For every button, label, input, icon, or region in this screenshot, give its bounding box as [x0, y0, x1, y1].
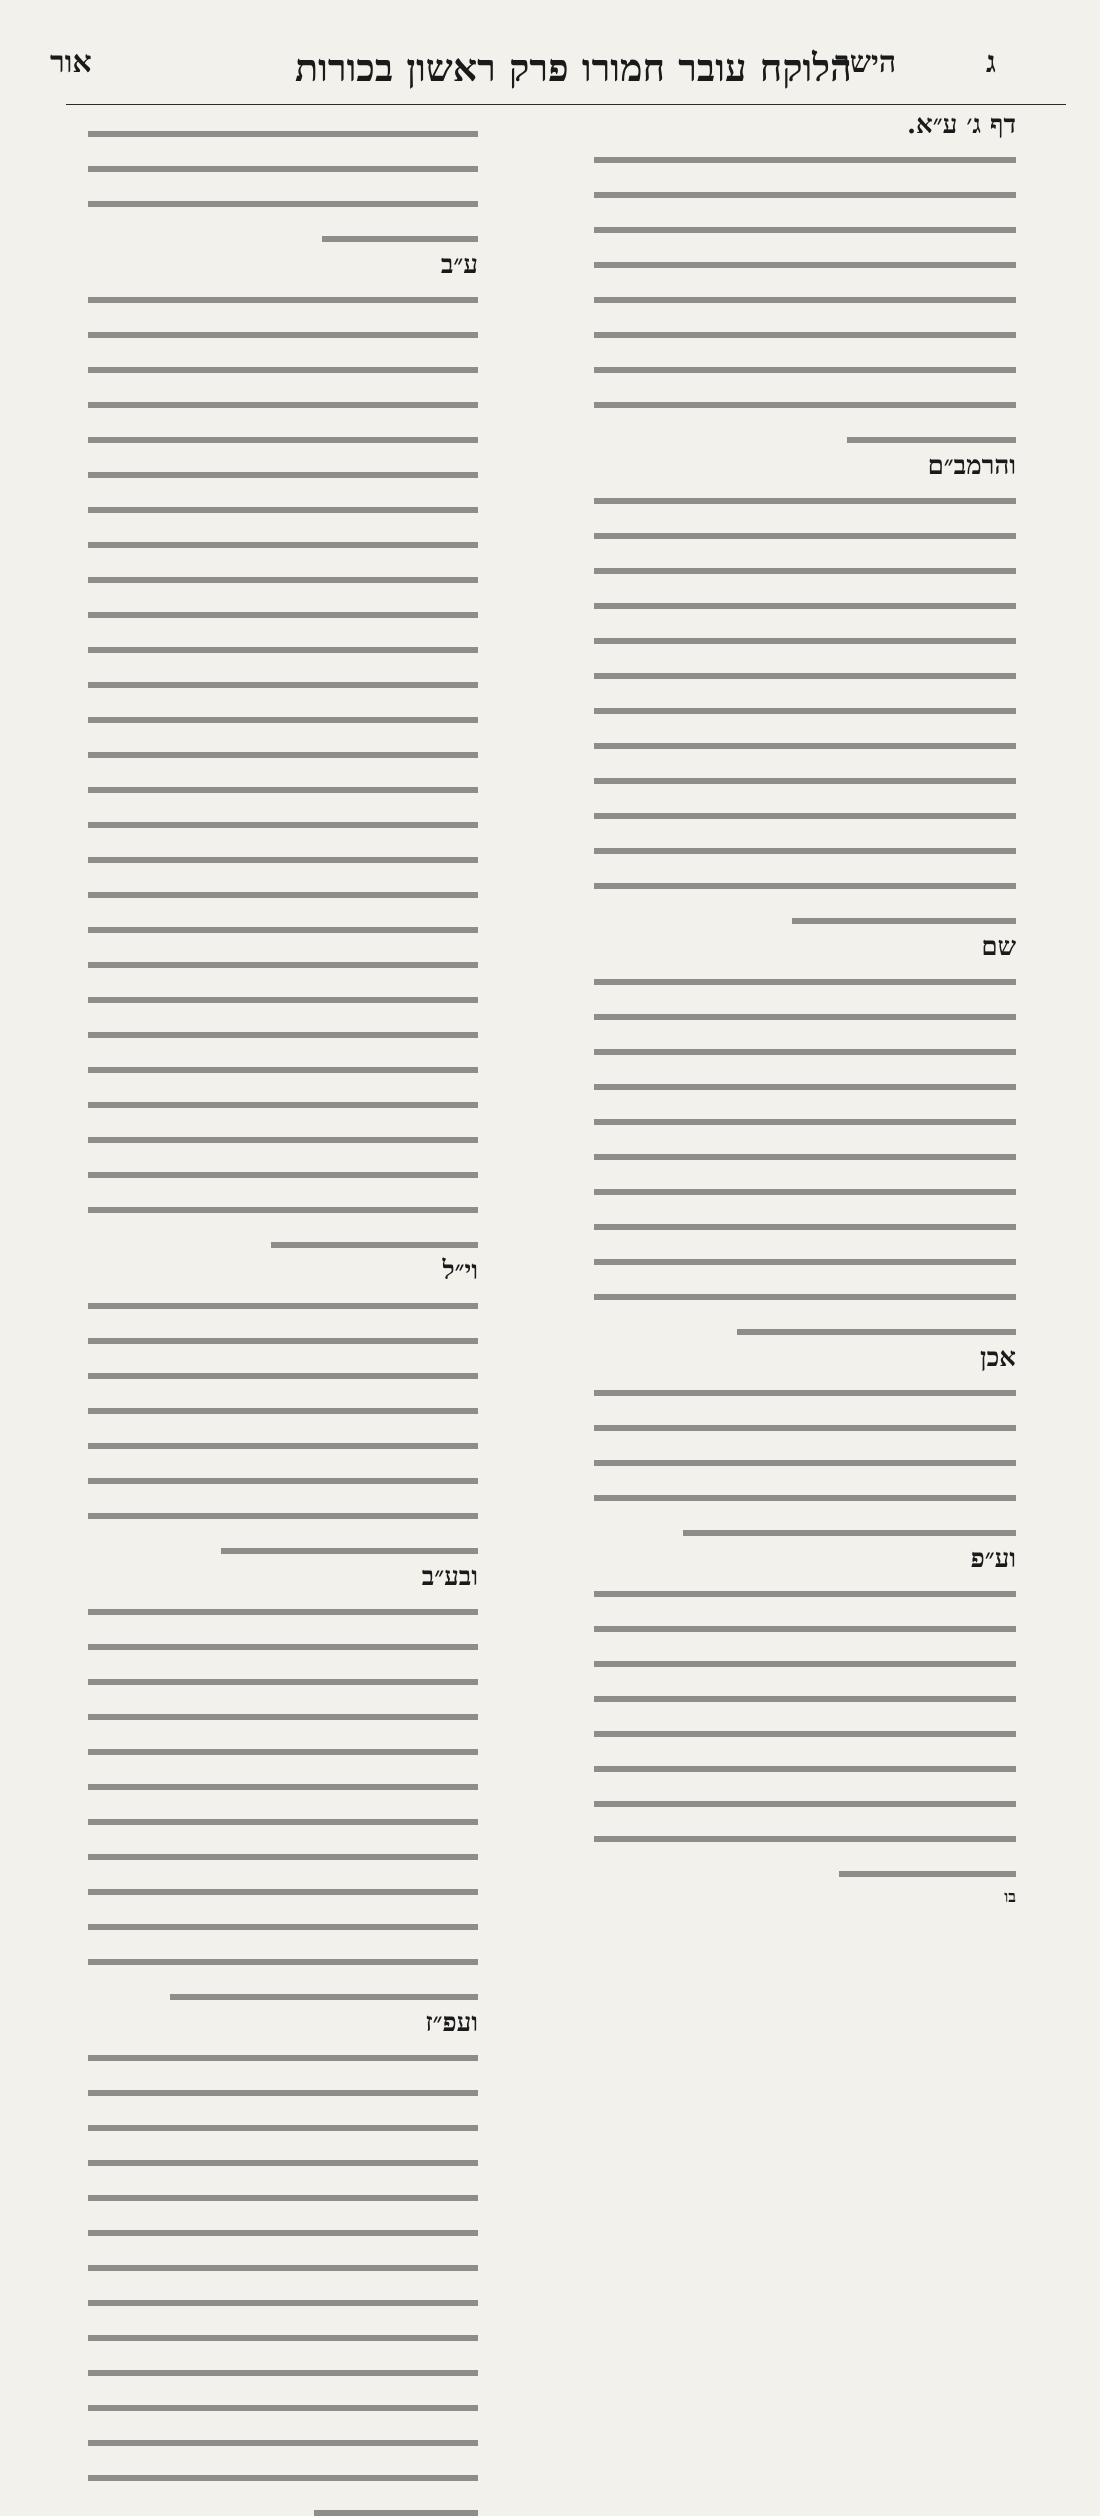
text-line — [594, 584, 1016, 609]
text-line — [594, 1642, 1016, 1667]
text-line — [594, 759, 1016, 784]
text-line — [88, 1013, 478, 1038]
text-line — [594, 549, 1016, 574]
text-line — [594, 138, 1016, 163]
text-line — [88, 2421, 478, 2446]
text-line — [88, 488, 478, 513]
text-line — [88, 663, 478, 688]
text-line — [594, 995, 1016, 1020]
text-line — [88, 1625, 478, 1650]
text-line — [839, 1852, 1016, 1877]
text-line — [88, 313, 478, 338]
text-line — [88, 1354, 478, 1379]
text-line — [88, 1048, 478, 1073]
text-line — [88, 182, 478, 207]
text-line — [314, 2491, 478, 2516]
text-line — [88, 147, 478, 172]
left-text-column — [594, 110, 1016, 1906]
text-line — [594, 1100, 1016, 1125]
text-line — [594, 1275, 1016, 1300]
text-line — [594, 1240, 1016, 1265]
text-line — [170, 1975, 478, 2000]
text-line — [88, 628, 478, 653]
text-line — [88, 1389, 478, 1414]
text-line — [594, 1677, 1016, 1702]
text-line — [88, 593, 478, 618]
text-line — [594, 1441, 1016, 1466]
text-line — [594, 348, 1016, 373]
header-title: הלוקח עובר חמורו פרק ראשון בכורות — [295, 45, 852, 90]
text-line — [88, 2211, 478, 2236]
text-line — [594, 1712, 1016, 1737]
paragraph-opener: ועפ״ז — [425, 2008, 478, 2038]
text-line — [88, 943, 478, 968]
text-line — [594, 960, 1016, 985]
text-line — [88, 873, 478, 898]
text-line — [594, 479, 1016, 504]
text-line — [221, 1529, 478, 1554]
text-line — [88, 418, 478, 443]
text-line — [88, 523, 478, 548]
text-line — [594, 619, 1016, 644]
text-line — [594, 689, 1016, 714]
text-line — [594, 1607, 1016, 1632]
text-line — [88, 1800, 478, 1825]
text-line — [594, 173, 1016, 198]
text-line — [594, 829, 1016, 854]
text-line — [88, 112, 478, 137]
text-line — [88, 1730, 478, 1755]
text-line — [88, 1870, 478, 1895]
text-line — [88, 2246, 478, 2271]
text-line — [792, 899, 1016, 924]
text-line — [88, 838, 478, 863]
text-line — [88, 1459, 478, 1484]
paragraph-opener: אכן — [979, 1343, 1016, 1373]
text-line — [322, 217, 478, 242]
text-line — [88, 278, 478, 303]
text-line — [594, 313, 1016, 338]
text-line — [88, 2316, 478, 2341]
text-line — [594, 864, 1016, 889]
text-line — [594, 383, 1016, 408]
paragraph — [88, 1564, 478, 2000]
paragraph — [594, 1345, 1016, 1536]
paragraph — [594, 453, 1016, 924]
text-line — [594, 243, 1016, 268]
paragraph-opener: וע״פ — [970, 1544, 1016, 1574]
column-catchword: בו — [1004, 1887, 1016, 1906]
paragraph — [594, 934, 1016, 1335]
paragraph — [88, 252, 478, 1248]
text-line — [594, 208, 1016, 233]
text-line — [88, 2386, 478, 2411]
paragraph-opener: ע״ב — [440, 250, 478, 280]
text-line — [88, 1083, 478, 1108]
text-line — [88, 1765, 478, 1790]
text-line — [594, 514, 1016, 539]
header-book: הישר — [835, 45, 897, 80]
text-line — [88, 978, 478, 1003]
header-left: אור — [50, 45, 92, 80]
text-line — [88, 2176, 478, 2201]
text-line — [88, 1424, 478, 1449]
text-line — [88, 733, 478, 758]
text-line — [847, 418, 1016, 443]
text-line — [88, 2071, 478, 2096]
text-line — [594, 1476, 1016, 1501]
text-line — [594, 1205, 1016, 1230]
text-line — [88, 2141, 478, 2166]
paragraph-opener: ובע״ב — [421, 1562, 478, 1592]
right-text-column — [88, 112, 478, 2038]
text-line — [88, 803, 478, 828]
text-line — [88, 698, 478, 723]
text-line — [88, 1695, 478, 1720]
text-line — [88, 1319, 478, 1344]
text-line — [683, 1511, 1016, 1536]
paragraph-opener: שם — [981, 932, 1016, 962]
text-line — [594, 1817, 1016, 1842]
text-line — [88, 2036, 478, 2061]
text-line — [88, 1590, 478, 1615]
text-line — [88, 2281, 478, 2306]
text-line — [594, 724, 1016, 749]
text-line — [88, 1660, 478, 1685]
paragraph-opener: וי״ל — [442, 1256, 478, 1286]
paragraph-opener: דף ג׳ ע״א. — [906, 110, 1016, 140]
text-line — [271, 1223, 478, 1248]
header-page-letter: ג — [986, 45, 996, 80]
text-line — [594, 1030, 1016, 1055]
text-line — [88, 2456, 478, 2481]
text-line — [88, 768, 478, 793]
text-line — [88, 348, 478, 373]
paragraph — [88, 112, 478, 242]
text-line — [594, 1065, 1016, 1090]
paragraph — [594, 112, 1016, 443]
text-line — [594, 1135, 1016, 1160]
text-line — [594, 1371, 1016, 1396]
paragraph — [594, 1546, 1016, 1877]
text-line — [88, 1118, 478, 1143]
paragraph-opener: והרמב״ם — [927, 451, 1016, 481]
text-line — [594, 1572, 1016, 1597]
text-line — [594, 1782, 1016, 1807]
text-line — [594, 1170, 1016, 1195]
text-line — [88, 1153, 478, 1178]
text-line — [88, 1284, 478, 1309]
text-line — [88, 1905, 478, 1930]
text-line — [88, 2106, 478, 2131]
text-line — [594, 794, 1016, 819]
text-line — [88, 1835, 478, 1860]
text-line — [88, 383, 478, 408]
paragraph — [88, 2010, 478, 2516]
text-line — [594, 1406, 1016, 1431]
header-rule — [66, 104, 1066, 105]
text-line — [88, 1188, 478, 1213]
text-line — [594, 278, 1016, 303]
text-line — [88, 2351, 478, 2376]
text-line — [88, 453, 478, 478]
text-line — [88, 908, 478, 933]
text-line — [737, 1310, 1016, 1335]
text-line — [88, 1940, 478, 1965]
text-line — [594, 654, 1016, 679]
text-line — [88, 1494, 478, 1519]
paragraph — [88, 1258, 478, 1554]
text-line — [88, 558, 478, 583]
text-line — [594, 1747, 1016, 1772]
